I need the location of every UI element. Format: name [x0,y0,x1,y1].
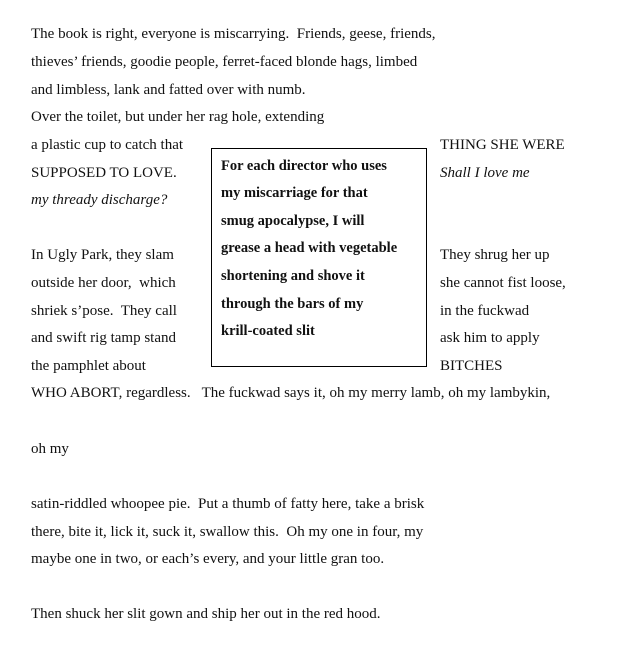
poem-line-right: she cannot fist loose, [440,275,566,291]
poem-line: a plastic cup to catch that [31,137,184,153]
poem-line: thieves’ friends, goodie people, ferret-faced blonde hags, limbed [31,54,418,70]
boxed-line: shortening and shove it [221,268,365,284]
poem-line: oh my [31,441,69,457]
poem-line-right-italic: Shall I love me [440,165,530,181]
boxed-line: through the bars of my [221,296,364,312]
poem-line-left-italic: my thready discharge? [31,192,168,208]
poem-line-right: ask him to apply [440,330,540,346]
poem-line: there, bite it, lick it, suck it, swallow this. Oh my one in four, my [31,524,424,540]
poem-line-right: THING SHE WERE [440,137,565,153]
poem-line-right: in the fuckwad [440,303,530,319]
boxed-line: For each director who uses [221,158,387,174]
poem-line-left: SUPPOSED TO LOVE. [31,165,177,181]
poem-line-right: They shrug her up [440,247,550,263]
poem-line: The book is right, everyone is miscarrying. Friends, geese, friends, [31,26,436,42]
poem-line: WHO ABORT, regardless. The fuckwad says it, oh my merry lamb, oh my lambykin, [31,385,551,401]
poem-line-left: the pamphlet about [31,358,146,374]
boxed-line: krill-coated slit [221,323,315,339]
poem-line-left: In Ugly Park, they slam [31,247,174,263]
poem-line: Over the toilet, but under her rag hole, extending [31,109,325,125]
poem-line: maybe one in two, or each’s every, and your little gran too. [31,551,385,567]
poem-line: Then shuck her slit gown and ship her out in the red hood. [31,606,381,622]
poem-line-left: outside her door, which [31,275,176,291]
poem-line: satin-riddled whoopee pie. Put a thumb of fatty here, take a brisk [31,496,425,512]
poem-line-right: BITCHES [440,358,503,374]
boxed-line: grease a head with vegetable [221,240,398,256]
boxed-line: my miscarriage for that [221,185,368,201]
poem-line-left: and swift rig tamp stand [31,330,176,346]
poem-line: and limbless, lank and fatted over with numb. [31,82,306,98]
boxed-line: smug apocalypse, I will [221,213,365,229]
boxed-text-panel [211,148,427,367]
poem-line-left: shriek s’pose. They call [31,303,177,319]
